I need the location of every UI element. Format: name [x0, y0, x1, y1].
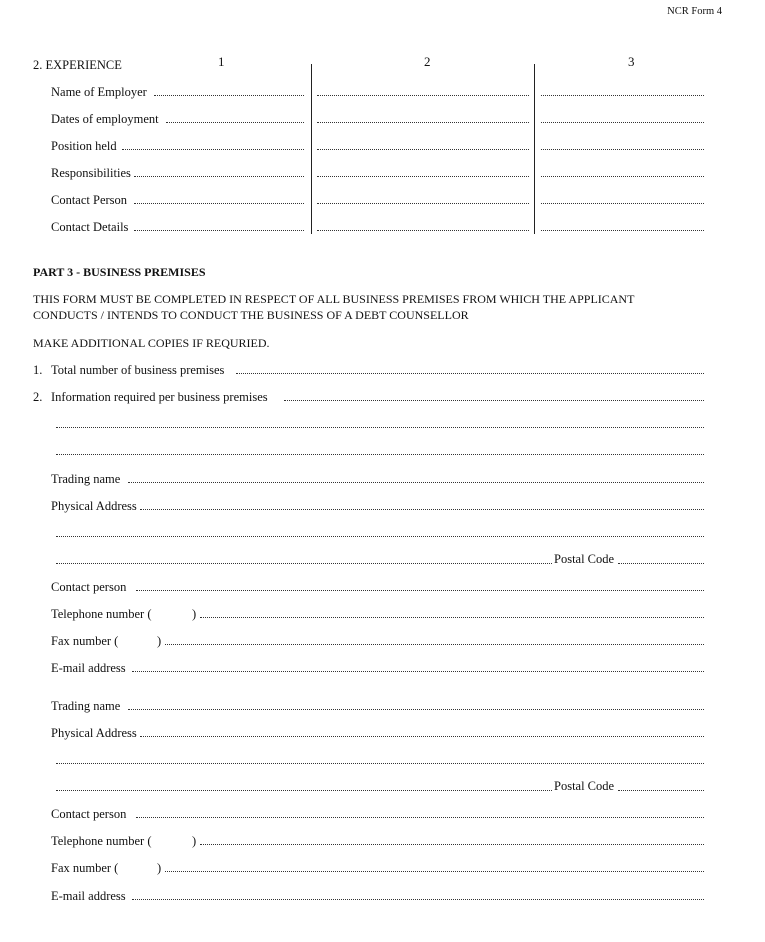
email-label: E-mail address	[51, 889, 126, 903]
experience-field-contact-person-2[interactable]	[317, 203, 529, 204]
fax-field[interactable]	[165, 644, 704, 645]
column-header-2: 2	[424, 54, 431, 69]
experience-field-responsibilities-2[interactable]	[317, 176, 529, 177]
postal-code-label: Postal Code	[554, 779, 615, 793]
email-label: E-mail address	[51, 661, 126, 675]
total-premises-field[interactable]	[236, 373, 704, 374]
telephone-paren: )	[192, 834, 197, 848]
experience-row-label: Dates of employment	[51, 112, 159, 126]
part3-instruction: THIS FORM MUST BE COMPLETED IN RESPECT OF ALL BUSINESS PREMISES FROM WHICH THE APPLICANT	[33, 292, 635, 306]
trading-name-label: Trading name	[51, 472, 121, 486]
physical-address-field[interactable]	[56, 763, 704, 764]
experience-field-contact-person-1[interactable]	[134, 203, 304, 204]
experience-row-label: Name of Employer	[51, 85, 147, 99]
item-number: 2.	[33, 390, 43, 404]
contact-person-field[interactable]	[136, 590, 704, 591]
telephone-field[interactable]	[200, 844, 704, 845]
fax-field[interactable]	[165, 871, 704, 872]
telephone-label: Telephone number (	[51, 834, 152, 848]
premises-info-field[interactable]	[56, 427, 704, 428]
item-number: 1.	[33, 363, 43, 377]
email-field[interactable]	[132, 671, 704, 672]
experience-field-dates-2[interactable]	[317, 122, 529, 123]
experience-field-responsibilities-1[interactable]	[134, 176, 304, 177]
trading-name-label: Trading name	[51, 699, 121, 713]
experience-field-position-2[interactable]	[317, 149, 529, 150]
experience-field-contact-person-3[interactable]	[541, 203, 704, 204]
trading-name-field[interactable]	[128, 709, 704, 710]
column-divider	[534, 64, 535, 234]
experience-row-label: Responsibilities	[51, 166, 131, 180]
experience-row-label: Contact Person	[51, 193, 128, 207]
postal-code-field[interactable]	[618, 790, 704, 791]
fax-paren: )	[157, 861, 162, 875]
column-header-3: 3	[628, 54, 635, 69]
experience-field-employer-2[interactable]	[317, 95, 529, 96]
experience-field-dates-3[interactable]	[541, 122, 704, 123]
form-reference: NCR Form 4	[667, 6, 722, 17]
experience-field-responsibilities-3[interactable]	[541, 176, 704, 177]
physical-address-field[interactable]	[56, 536, 704, 537]
email-field[interactable]	[132, 899, 704, 900]
column-header-1: 1	[218, 54, 225, 69]
contact-person-label: Contact person	[51, 580, 127, 594]
contact-person-label: Contact person	[51, 807, 127, 821]
experience-field-contact-details-2[interactable]	[317, 230, 529, 231]
physical-address-label: Physical Address	[51, 726, 137, 740]
experience-field-position-1[interactable]	[122, 149, 304, 150]
fax-label: Fax number (	[51, 861, 119, 875]
total-premises-label: Total number of business premises	[51, 363, 225, 377]
telephone-field[interactable]	[200, 617, 704, 618]
experience-field-employer-3[interactable]	[541, 95, 704, 96]
trading-name-field[interactable]	[128, 482, 704, 483]
fax-label: Fax number (	[51, 634, 119, 648]
premises-info-field[interactable]	[284, 400, 704, 401]
physical-address-field[interactable]	[140, 509, 704, 510]
physical-address-field[interactable]	[56, 563, 552, 564]
contact-person-field[interactable]	[136, 817, 704, 818]
experience-row-label: Position held	[51, 139, 117, 153]
experience-row-label: Contact Details	[51, 220, 129, 234]
column-divider	[311, 64, 312, 234]
part3-heading: PART 3 - BUSINESS PREMISES	[33, 265, 206, 279]
part3-instruction: CONDUCTS / INTENDS TO CONDUCT THE BUSINESS OF A DEBT COUNSELLOR	[33, 308, 469, 322]
physical-address-label: Physical Address	[51, 499, 137, 513]
fax-paren: )	[157, 634, 162, 648]
telephone-paren: )	[192, 607, 197, 621]
postal-code-label: Postal Code	[554, 552, 615, 566]
experience-heading: 2. EXPERIENCE	[33, 58, 122, 72]
experience-field-employer-1[interactable]	[154, 95, 304, 96]
premises-info-field[interactable]	[56, 454, 704, 455]
telephone-label: Telephone number (	[51, 607, 152, 621]
premises-info-label: Information required per business premises	[51, 390, 268, 404]
experience-field-contact-details-1[interactable]	[134, 230, 304, 231]
experience-field-contact-details-3[interactable]	[541, 230, 704, 231]
experience-field-dates-1[interactable]	[166, 122, 304, 123]
physical-address-field[interactable]	[140, 736, 704, 737]
experience-field-position-3[interactable]	[541, 149, 704, 150]
physical-address-field[interactable]	[56, 790, 552, 791]
postal-code-field[interactable]	[618, 563, 704, 564]
part3-copies-note: MAKE ADDITIONAL COPIES IF REQURIED.	[33, 336, 270, 350]
